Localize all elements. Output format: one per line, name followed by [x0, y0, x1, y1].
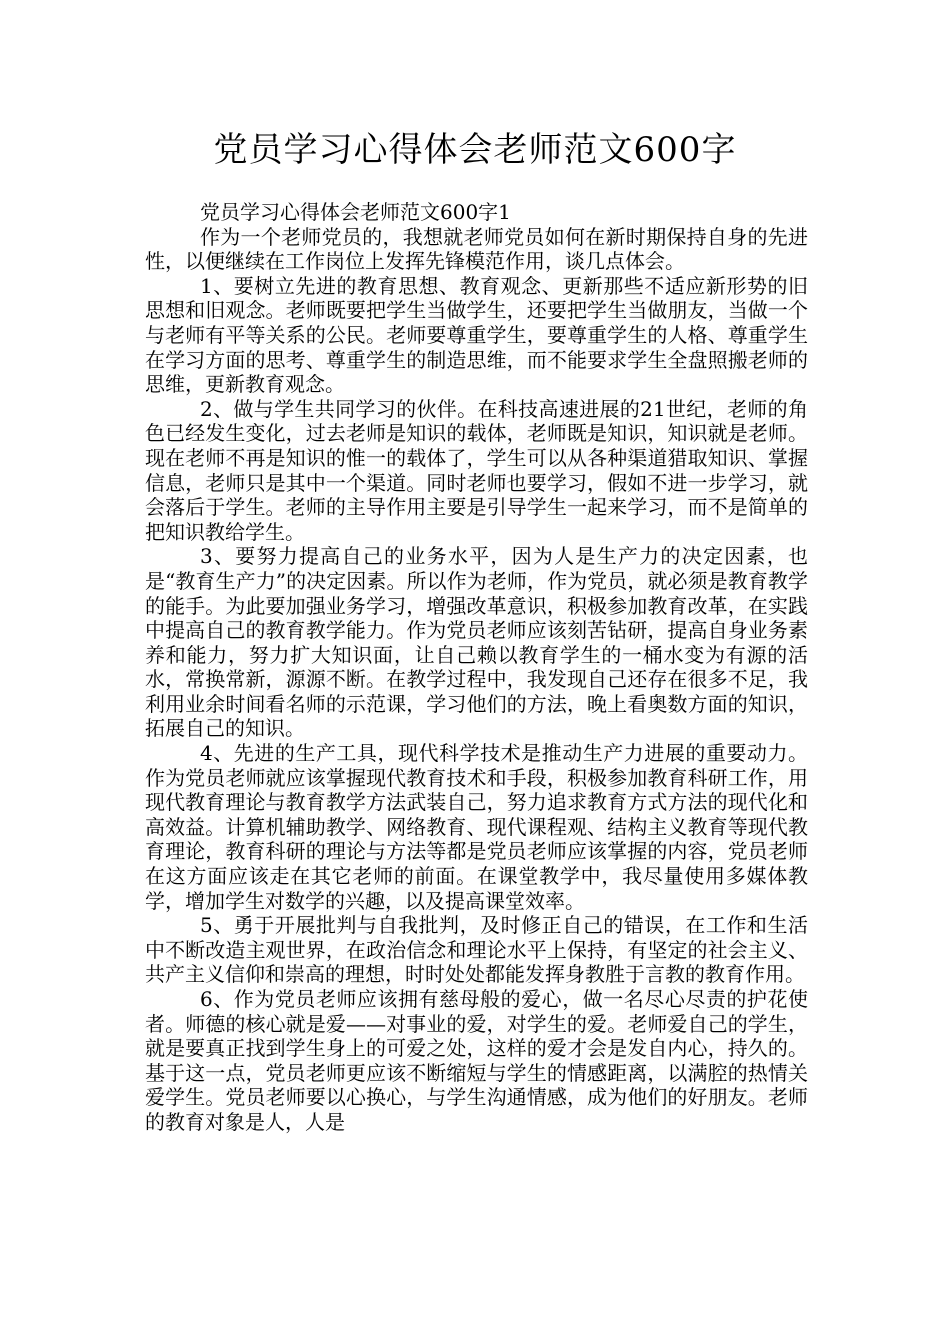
point-4-paragraph: 4、先进的生产工具，现代科学技术是推动生产力进展的重要动力。作为党员老师就应该掌握现代教育技术和手段，积极参加教育科研工作，用现代教育理论与教育教学方法武装自己，努力追求教育方式方法的现代化和高效益。计算机辅助教学、网络教育、现代课程观、结构主义教育等现代教育理论，教育科研的理论与方法等都是党员老师应该掌握的内容，党员老师在这方面应该走在其它老师的前面。在课堂教学中，我尽量使用多媒体教学，增加学生对数学的兴趣，以及提高课堂效率。: [145, 741, 808, 913]
point-5-paragraph: 5、勇于开展批判与自我批判，及时修正自己的错误，在工作和生活中不断改造主观世界，在政治信念和理论水平上保持，有坚定的社会主义、共产主义信仰和崇高的理想，时时处处都能发挥身教胜于言教的教育作用。: [145, 913, 808, 987]
document-body: [145, 200, 808, 1135]
document-title: 党员学习心得体会老师范文600字: [213, 130, 737, 170]
point-3-paragraph: 3、要努力提高自己的业务水平，因为人是生产力的决定因素，也是“教育生产力”的决定因素。所以作为老师，作为党员，就必须是教育教学的能手。为此要加强业务学习，增强改革意识，积极参加教育改革，在实践中提高自己的教育教学能力。作为党员老师应该刻苦钻研，提高自身业务素养和能力，努力扩大知识面，让自己赖以教育学生的一桶水变为有源的活水，常换常新，源源不断。在教学过程中，我发现自己还存在很多不足，我利用业余时间看名师的示范课，学习他们的方法，晚上看奥数方面的知识，拓展自己的知识。: [145, 544, 808, 741]
point-6-paragraph: 6、作为党员老师应该拥有慈母般的爱心，做一名尽心尽责的护花使者。师德的核心就是爱——对事业的爱，对学生的爱。老师爱自己的学生，就是要真正找到学生身上的可爱之处，这样的爱才会是发自内心，持久的。基于这一点，党员老师更应该不断缩短与学生的情感距离，以满腔的热情关爱学生。党员老师要以心换心，与学生沟通情感，成为他们的好朋友。老师的教育对象是人，人是: [145, 987, 808, 1134]
point-1-paragraph: 1、要树立先进的教育思想、教育观念、更新那些不适应新形势的旧思想和旧观念。老师既要把学生当做学生，还要把学生当做朋友，当做一个与老师有平等关系的公民。老师要尊重学生，要尊重学生的人格、尊重学生在学习方面的思考、尊重学生的制造思维，而不能要求学生全盘照搬老师的思维，更新教育观念。: [145, 273, 808, 397]
intro-paragraph: 作为一个老师党员的，我想就老师党员如何在新时期保持自身的先进性，以便继续在工作岗位上发挥先锋模范作用，谈几点体会。: [145, 224, 808, 274]
point-2-paragraph: 2、做与学生共同学习的伙伴。在科技高速进展的21世纪，老师的角色已经发生变化，过去老师是知识的载体，老师既是知识，知识就是老师。现在老师不再是知识的惟一的载体了，学生可以从各种渠道猎取知识、掌握信息，老师只是其中一个渠道。同时老师也要学习，假如不进一步学习，就会落后于学生。老师的主导作用主要是引导学生一起来学习，而不是简单的把知识教给学生。: [145, 396, 808, 544]
subtitle-paragraph: 党员学习心得体会老师范文600字1: [200, 200, 511, 224]
